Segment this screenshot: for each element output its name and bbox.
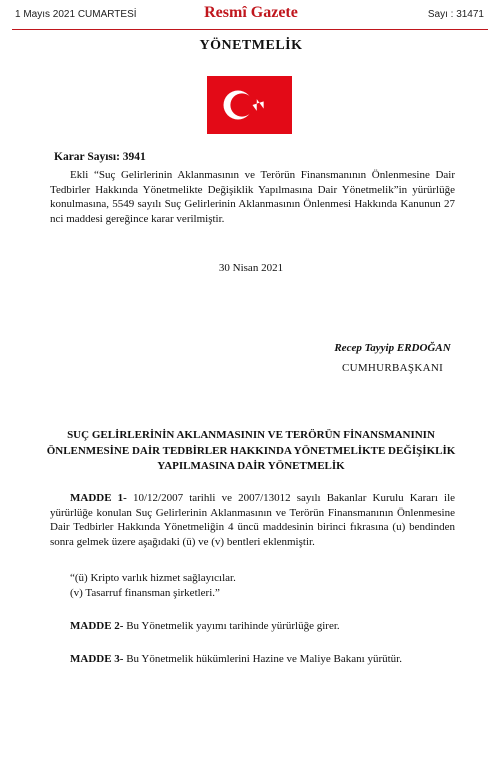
turkish-flag-icon [207, 76, 292, 134]
article-3-label: MADDE 3- [70, 653, 124, 665]
article-2 [70, 620, 340, 632]
decision-date: 30 Nisan 2021 [218, 262, 284, 274]
gazette-date: 1 Mayıs 2021 CUMARTESİ [15, 9, 137, 20]
article-1 [50, 491, 455, 549]
signer-name: Recep Tayyip ERDOĞAN [334, 342, 451, 354]
regulation-title-line: YAPILMASINA DAİR YÖNETMELİK [157, 460, 345, 472]
article-1-text: 10/12/2007 tarihli ve 2007/13012 sayılı Bakanlar Kurulu Kararı ile yürürlüğe konulan Suç Gelirlerinin Aklanmasının ve Terörün Finansmanının Önlenmesine Dair Tedbirler Hakkında Yönetmeliğin 4 üncü maddesinin birinci fıkrasına (u) bendinden sonra gelmek üzere aşağıdaki (ü) ve (v) bentleri eklenmiştir. [50, 492, 456, 548]
decision-number: Karar Sayısı: 3941 [54, 151, 146, 163]
article-2-text: Bu Yönetmelik yayımı tarihinde yürürlüğe girer. [123, 620, 340, 632]
article-1-label: MADDE 1- [70, 492, 127, 504]
article-3-text: Bu Yönetmelik hükümlerini Hazine ve Maliye Bakanı yürütür. [123, 653, 402, 665]
signer-title: CUMHURBAŞKANI [341, 362, 444, 374]
gazette-issue-number: Sayı : 31471 [427, 9, 484, 20]
clause-v: (v) Tasarruf finansman şirketleri.” [70, 587, 220, 599]
article-2-label: MADDE 2- [70, 620, 124, 632]
clause-u: “(ü) Kripto varlık hizmet sağlayıcılar. [70, 572, 236, 584]
decision-text: Ekli “Suç Gelirlerinin Aklanmasının ve Terörün Finansmanının Önlenmesine Dair Tedbirler Hakkında Yönetmelikte Değişiklik Yapılmasına Dair Yönetmelik”in yürürlüğe konulmasına, 5549 sayılı Suç Gelirlerinin Aklanmasının Önlenmesi Hakkında Kanunun 27 nci maddesi gereğince karar verilmiştir. [50, 169, 455, 225]
header-divider [12, 29, 488, 30]
section-title: YÖNETMELİK [199, 38, 303, 53]
regulation-title [30, 428, 472, 475]
regulation-title-line: SUÇ GELİRLERİNİN AKLANMASININ VE TERÖRÜN FİNANSMANININ [67, 429, 435, 441]
article-3 [70, 653, 402, 665]
regulation-title-line: ÖNLENMESİNE DAİR TEDBİRLER HAKKINDA YÖNETMELİKTE DEĞİŞİKLİK [46, 444, 456, 457]
gazette-title: Resmî Gazete [204, 4, 298, 21]
